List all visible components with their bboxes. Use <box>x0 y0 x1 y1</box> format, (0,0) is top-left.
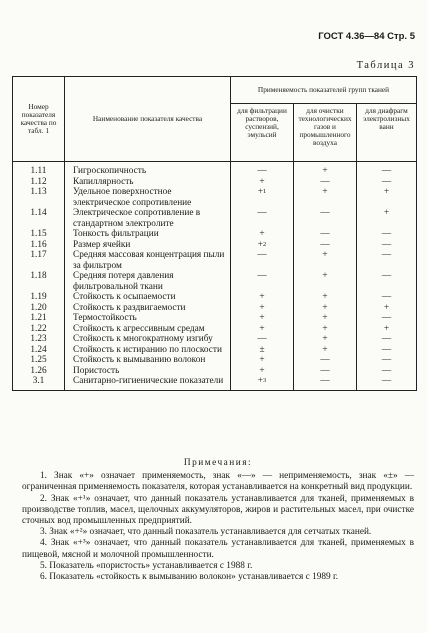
row-name: Термостойкость <box>65 313 231 324</box>
row-mark-g1: — <box>231 208 294 229</box>
applicability-table <box>12 76 417 391</box>
row-number: 1.13 <box>13 187 65 208</box>
row-mark-g3: — <box>357 177 417 188</box>
note-item: 1. Знак «+» означает применяемость, знак «—» — неприменяемость, знак «±» — ограниченная применяемость показателя, которая устанавливается на конкретный вид продукции. <box>22 471 414 493</box>
row-mark-g2: + <box>294 271 357 292</box>
row-mark-g2: — <box>294 376 357 390</box>
table-row <box>13 292 417 303</box>
row-mark-g3: — <box>357 334 417 345</box>
row-mark-g1: — <box>231 162 294 177</box>
row-mark-g1: ± <box>231 345 294 356</box>
footnote-marker: 1 <box>263 188 267 195</box>
row-mark-g1: — <box>231 334 294 345</box>
table-row <box>13 313 417 324</box>
row-name: Пористость <box>65 366 231 377</box>
footnote-marker: 3 <box>263 377 267 384</box>
row-mark-g2: + <box>294 303 357 314</box>
row-mark-g3: — <box>357 313 417 324</box>
row-mark-g3: + <box>357 187 417 208</box>
row-number: 1.26 <box>13 366 65 377</box>
row-name: Стойкость к истиранию по плоскости <box>65 345 231 356</box>
table-row <box>13 187 417 208</box>
row-name: Капиллярность <box>65 177 231 188</box>
table-row <box>13 177 417 188</box>
table-row <box>13 376 417 390</box>
row-mark-g2: — <box>294 355 357 366</box>
row-mark-g2: + <box>294 162 357 177</box>
row-mark-g1: +$^2$ <box>231 240 294 251</box>
table-row <box>13 240 417 251</box>
row-mark-g2: + <box>294 334 357 345</box>
row-mark-g1: + <box>231 324 294 335</box>
row-mark-g1: +$^1$ <box>231 187 294 208</box>
row-mark-g3: — <box>357 250 417 271</box>
row-number: 1.17 <box>13 250 65 271</box>
table-row <box>13 324 417 335</box>
row-name: Стойкость к раздвигаемости <box>65 303 231 314</box>
notes-list <box>22 471 414 583</box>
table-row <box>13 271 417 292</box>
row-name: Стойкость к агрессивным средам <box>65 324 231 335</box>
row-name: Гигроскопичность <box>65 162 231 177</box>
row-number: 1.22 <box>13 324 65 335</box>
footnote-marker: 2 <box>263 240 267 248</box>
standard-number: ГОСТ 4.36—84 Стр. 5 <box>318 31 415 42</box>
note-item: 3. Знак «+²» означает, что данный показатель устанавливается для сетчатых тканей. <box>40 527 372 538</box>
row-number: 1.18 <box>13 271 65 292</box>
table-row <box>13 334 417 345</box>
table-row <box>13 250 417 271</box>
row-mark-g1: +$^3$ <box>231 376 294 390</box>
row-number: 3.1 <box>13 376 65 390</box>
row-mark-g3: — <box>357 345 417 356</box>
row-mark-g2: — <box>294 240 357 251</box>
row-mark-g1: + <box>231 229 294 240</box>
row-number: 1.23 <box>13 334 65 345</box>
row-mark-g2: — <box>294 208 357 229</box>
col-header-name: Наименование показателя качества <box>65 77 231 162</box>
table-label: Таблица 3 <box>356 60 415 71</box>
row-name: Санитарно-гигиенические показатели <box>65 376 231 390</box>
row-number: 1.20 <box>13 303 65 314</box>
row-mark-g3: — <box>357 162 417 177</box>
row-mark-g1: + <box>231 366 294 377</box>
row-mark-g2: + <box>294 187 357 208</box>
row-mark-g1: + <box>231 313 294 324</box>
row-number: 1.24 <box>13 345 65 356</box>
row-mark-g2: + <box>294 324 357 335</box>
row-mark-g2: + <box>294 345 357 356</box>
row-mark-g3: — <box>357 271 417 292</box>
row-name: Размер ячейки <box>65 240 231 251</box>
table-row <box>13 345 417 356</box>
page-header <box>0 0 427 48</box>
row-number: 1.21 <box>13 313 65 324</box>
row-name: Удельное поверхностное электрическое сопротивление <box>65 187 231 208</box>
row-mark-g3: — <box>357 376 417 390</box>
row-mark-g3: — <box>357 355 417 366</box>
row-mark-g1: + <box>231 355 294 366</box>
table-row <box>13 303 417 314</box>
row-number: 1.16 <box>13 240 65 251</box>
row-mark-g3: + <box>357 208 417 229</box>
row-mark-g1: — <box>231 250 294 271</box>
col-header-number: Номер показателя качества по табл. 1 <box>13 77 65 162</box>
row-number: 1.15 <box>13 229 65 240</box>
row-mark-g1: + <box>231 177 294 188</box>
note-item: 5. Показатель «пористость» устанавливается с 1988 г. <box>40 560 253 571</box>
row-mark-g2: — <box>294 177 357 188</box>
row-mark-g3: + <box>357 303 417 314</box>
row-mark-g3: — <box>357 366 417 377</box>
row-number: 1.12 <box>13 177 65 188</box>
row-name: Стойкость к осыпаемости <box>65 292 231 303</box>
row-number: 1.14 <box>13 208 65 229</box>
notes-title: Примечания: <box>183 458 253 468</box>
row-mark-g1: + <box>231 292 294 303</box>
row-name: Электрическое сопротивление в стандартном электролите <box>65 208 231 229</box>
note-item: 6. Показатель «стойкость к вымыванию волокон» устанавливается с 1989 г. <box>40 572 339 583</box>
table-row <box>13 229 417 240</box>
table-row <box>13 355 417 366</box>
row-mark-g2: — <box>294 366 357 377</box>
row-mark-g3: + <box>357 324 417 335</box>
row-mark-g3: — <box>357 240 417 251</box>
col-header-group: Применяемость показателей групп тканей <box>231 77 417 104</box>
row-mark-g3: — <box>357 229 417 240</box>
row-name: Стойкость к многократному изгибу <box>65 334 231 345</box>
row-number: 1.19 <box>13 292 65 303</box>
table-body <box>13 162 417 391</box>
row-name: Средняя массовая концентрация пыли за фильтром <box>65 250 231 271</box>
col-header-g2: для очистки технологических газов и промышленного воздуха <box>294 104 357 162</box>
row-number: 1.11 <box>13 162 65 177</box>
row-name: Стойкость к вымыванию волокон <box>65 355 231 366</box>
row-mark-g2: + <box>294 292 357 303</box>
note-item: 4. Знак «+³» означает, что данный показатель устанавливается для тканей, применяемых в пищевой, мясной и молочной промышленности. <box>22 538 414 560</box>
row-number: 1.25 <box>13 355 65 366</box>
table-row <box>13 208 417 229</box>
col-header-g3: для диафрагм электролизных ванн <box>357 104 417 162</box>
row-mark-g3: — <box>357 292 417 303</box>
note-item: 2. Знак «+¹» означает, что данный показатель устанавливается для тканей, применяемых в производстве топлив, масел, щелочных аккумуляторов, жиров и растительных масел, при очистке сточных вод промышленных предприятий. <box>22 493 414 527</box>
row-mark-g2: + <box>294 313 357 324</box>
row-name: Средняя потеря давления фильтровальной ткани <box>65 271 231 292</box>
notes-section <box>22 458 414 583</box>
row-name: Тонкость фильтрации <box>65 229 231 240</box>
col-header-g1: для фильтрации растворов, суспензий, эмульсий <box>231 104 294 162</box>
row-mark-g1: + <box>231 303 294 314</box>
table-row <box>13 162 417 177</box>
row-mark-g1: — <box>231 271 294 292</box>
row-mark-g2: — <box>294 229 357 240</box>
table-row <box>13 366 417 377</box>
row-mark-g2: + <box>294 250 357 271</box>
